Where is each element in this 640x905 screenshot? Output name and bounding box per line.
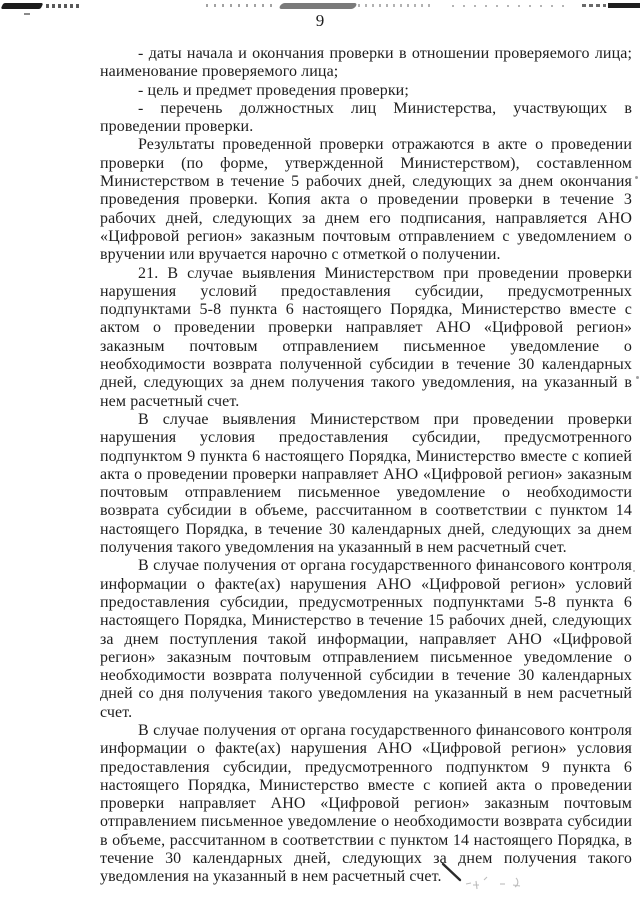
scan-noise-dot-icon (633, 570, 635, 572)
scan-noise-dashes-icon (46, 4, 80, 8)
list-item-officials: - перечень должностных лиц Министерства, участвующих в проведении проверки. (100, 99, 632, 136)
scan-noise-blob-icon (1, 3, 44, 9)
list-item-check-purpose: - цель и предмет проведения проверки; (138, 81, 409, 99)
paragraph-financial-control-9: В случае получения от органа государственного финансового контроля информации о факте(ах) нарушения АНО «Цифровой регион» условия предоставления субсидии, предусмотренного подпунктом 9 пункта 6 настоящего Порядка, Министерство вместе с копией акта о проведении проверки направляет АНО «Цифровой регион» заказным почтовым отправлением письменное уведомление о необходимости возврата субсидии в объеме, рассчитанном в соответствии с пунктом 14 настоящего Порядка, в течение 30 календарных дней, следующих за днем получения такого уведомления на указанный в нем расчетный счет. (100, 721, 632, 886)
paragraph-financial-control-5-8: В случае получения от органа государственного финансового контроля информации о факте(ах) нарушения АНО «Цифровой регион» условий предоставления субсидии, предусмотренных подпунктами 5-8 пункта 6 настоящего Порядка, Министерство в течение 15 рабочих дней, следующих за днем поступления такой информации, направляет АНО «Цифровой регион» заказным почтовым отправлением письменное уведомление о необходимости возврата полученной субсидии в течение 30 календарных дней со дня получения такого уведомления на указанный в нем расчетный счет. (100, 557, 632, 721)
scan-noise-smudge-icon (278, 3, 357, 9)
scan-noise-speckle-icon (452, 5, 572, 7)
scan-noise-speckle-icon (358, 4, 430, 7)
paragraph-violation-subpoint-9: В случае выявления Министерством при проведении проверки нарушения условия предоставления субсидии, предусмотренного подпунктом 9 пункта 6 настоящего Порядка, Министерство вместе с копией акта о проведении проверки направляет АНО «Цифровой регион» заказным почтовым отправлением письменное уведомление о необходимости возврата субсидии в объеме, рассчитанном в соответствии с пунктом 14 настоящего Порядка, в течение 30 календарных дней, следующих за днем получения такого уведомления на указанный в нем расчетный счет. (100, 410, 632, 557)
paragraph-clause-21: 21. В случае выявления Министерством при проведении проверки нарушения условий предоставления субсидии, предусмотренных подпунктами 5-8 пункта 6 настоящего Порядка, Министерство вместе с актом о проведении проверки направляет АНО «Цифровой регион» заказным почтовым отправлением письменное уведомление о необходимости возврата полученной субсидии в течение 30 календарных дней, следующих за днем получения такого уведомления, на указанный в нем расчетный счет. (100, 264, 632, 410)
scan-noise-bar-icon (608, 3, 640, 8)
scan-noise-dashes-icon (582, 4, 606, 7)
scan-noise-dot-icon (635, 176, 638, 179)
pen-stroke-icon (420, 855, 630, 905)
scan-noise-dot-icon (636, 376, 639, 379)
scan-noise-speckle-icon (206, 4, 276, 7)
list-item-check-dates: - даты начала и окончания проверки в отношении проверяемого лица; наименование проверяемого лица; (100, 45, 632, 81)
paragraph-check-results: Результаты проведенной проверки отражаются в акте о проведении проверки (по форме, утвержденной Министерством), составленном Министерством в течение 5 рабочих дней, следующих за днем окончания проведения проверки. Копия акта о проведении проверки в течение 3 рабочих дней, следующих за днем его подписания, направляется АНО «Цифровой регион» заказным почтовым отправлением с уведомлением о вручении или вручается нарочно с отметкой о получении. (100, 136, 632, 264)
document-body (100, 45, 632, 887)
page-number: 9 (315, 11, 325, 30)
